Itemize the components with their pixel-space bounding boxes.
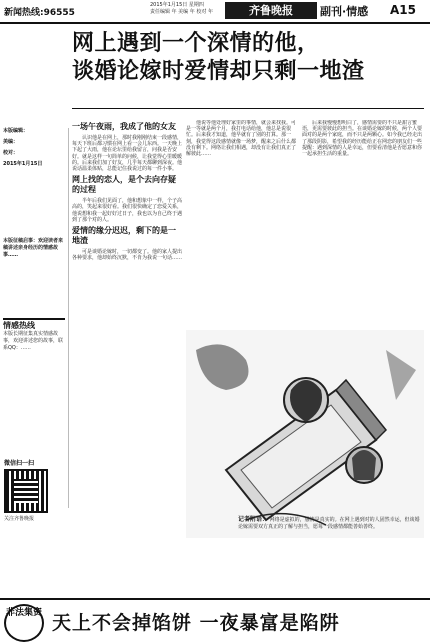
article-column-3 xyxy=(302,120,424,325)
paragraph: 半年后我们见面了，他和想象中一样，个子高高的，笑起来很好看。我们很快确定了恋爱关系，他说想和我一起好好过日子，我也以为自己终于遇到了那个对的人。 xyxy=(72,198,182,223)
credits xyxy=(3,128,65,172)
paragraph: 认识他是在网上，那时我刚刚结束一段感情，每天下班后都习惯在网上看一会儿东西。一天晚上下起了大雨，他在论坛里给我留言，问我是否安好。就是这样一句简单的问候，让我觉得心里暖暖的。后来我们加了好友，几乎每天都聊到深夜。他说话温柔体贴，总能记住我说过的每一件小事。 xyxy=(72,135,182,173)
subheading: 爱情的缘分迟迟，剩下的是一地渣 xyxy=(72,226,176,246)
paragraph: 可是谈婚论嫁时，一切都变了。他的家人提出各种要求，他却始终沉默，不肯为我说一句话…… xyxy=(72,249,182,262)
hotline-box xyxy=(3,318,65,450)
qr-code-icon[interactable] xyxy=(4,469,48,513)
dateline: 2015年1月15日 星期四 责任编辑 年 美编 年 校对 年 xyxy=(150,2,213,15)
masthead xyxy=(0,0,430,24)
credit-line: 本版编辑： xyxy=(3,128,29,134)
credit-line: 2015年1月15日 xyxy=(3,161,43,167)
public-service-banner xyxy=(0,598,430,642)
newspaper-brand: 齐鲁晚报 xyxy=(225,2,317,19)
paragraph: 他说等他处理好家里的事情，就会来找我。可是一等就是两个月，我打电话给他，他总是说很忙。后来我才知道，他早就有了别的打算。那一刻，我觉得这段感情就像一场梦，醒来之后什么都没有剩下。网络让我们相遇，却没有让我们真正了解彼此…… xyxy=(186,120,297,158)
banner-slogan: 天上不会掉馅饼 一夜暴富是陷阱 xyxy=(52,612,340,634)
qr-title: 微信扫一扫 xyxy=(4,460,35,467)
left-sidebar xyxy=(0,128,69,508)
headline-line-2: 谈婚论嫁时爱情却只剩一地渣 xyxy=(72,59,365,84)
editor-note-title: 记者附语： xyxy=(238,516,269,523)
paragraph: 后来我慢慢想明白了，感情需要的不只是甜言蜜语，更需要彼此的担当。在谈婚论嫁的时候，两个人要面对的是两个家庭，而不只是两颗心。如今我已经走出了那段阴影，希望我的经历能给正在网恋的朋友们一些提醒：遇到深情的人是幸运，但要看清他是否愿意和你一起承担生活的重量。 xyxy=(302,120,423,158)
page-number: A15 xyxy=(390,3,416,17)
article-column-2 xyxy=(186,120,298,325)
hotline-box-text: 本版长期征集真实情感故事，欢迎讲述您的故事，联系QQ：…… xyxy=(3,331,64,351)
subheading: 一场午夜雨，我成了他的女友 xyxy=(72,122,176,131)
article-illustration xyxy=(186,330,424,538)
editor-note-text: 网络是虚拟的，感情是真实的。在网上遇到对的人固然幸运，但谈婚论嫁需要双方真正的了解与担当，愿每一段感情都能善始善终。 xyxy=(238,517,420,530)
hotline-box-title: 情感热线 xyxy=(3,321,35,330)
illustration-art xyxy=(186,330,424,538)
editor-note xyxy=(238,516,424,531)
subheading: 网上找的恋人，是个去向存疑的过程 xyxy=(72,175,176,195)
credit-line: 美编： xyxy=(3,139,19,145)
section-title: 副刊·情感 xyxy=(320,5,369,18)
illegal-fundraising-badge: 非法集资 xyxy=(4,604,44,642)
article-column-1 xyxy=(72,120,182,530)
credit-line: 校对： xyxy=(3,150,19,156)
submission-notice: 本版征稿启事：欢迎读者来稿讲述亲身经历的情感故事…… xyxy=(3,238,64,258)
qr-block xyxy=(4,458,60,522)
article-headline xyxy=(72,30,424,86)
news-hotline: 新闻热线:96555 xyxy=(4,8,75,18)
qr-caption: 关注齐鲁晚报 xyxy=(4,516,35,522)
headline-divider xyxy=(72,108,424,109)
headline-line-1: 网上遇到一个深情的他， xyxy=(72,31,320,56)
